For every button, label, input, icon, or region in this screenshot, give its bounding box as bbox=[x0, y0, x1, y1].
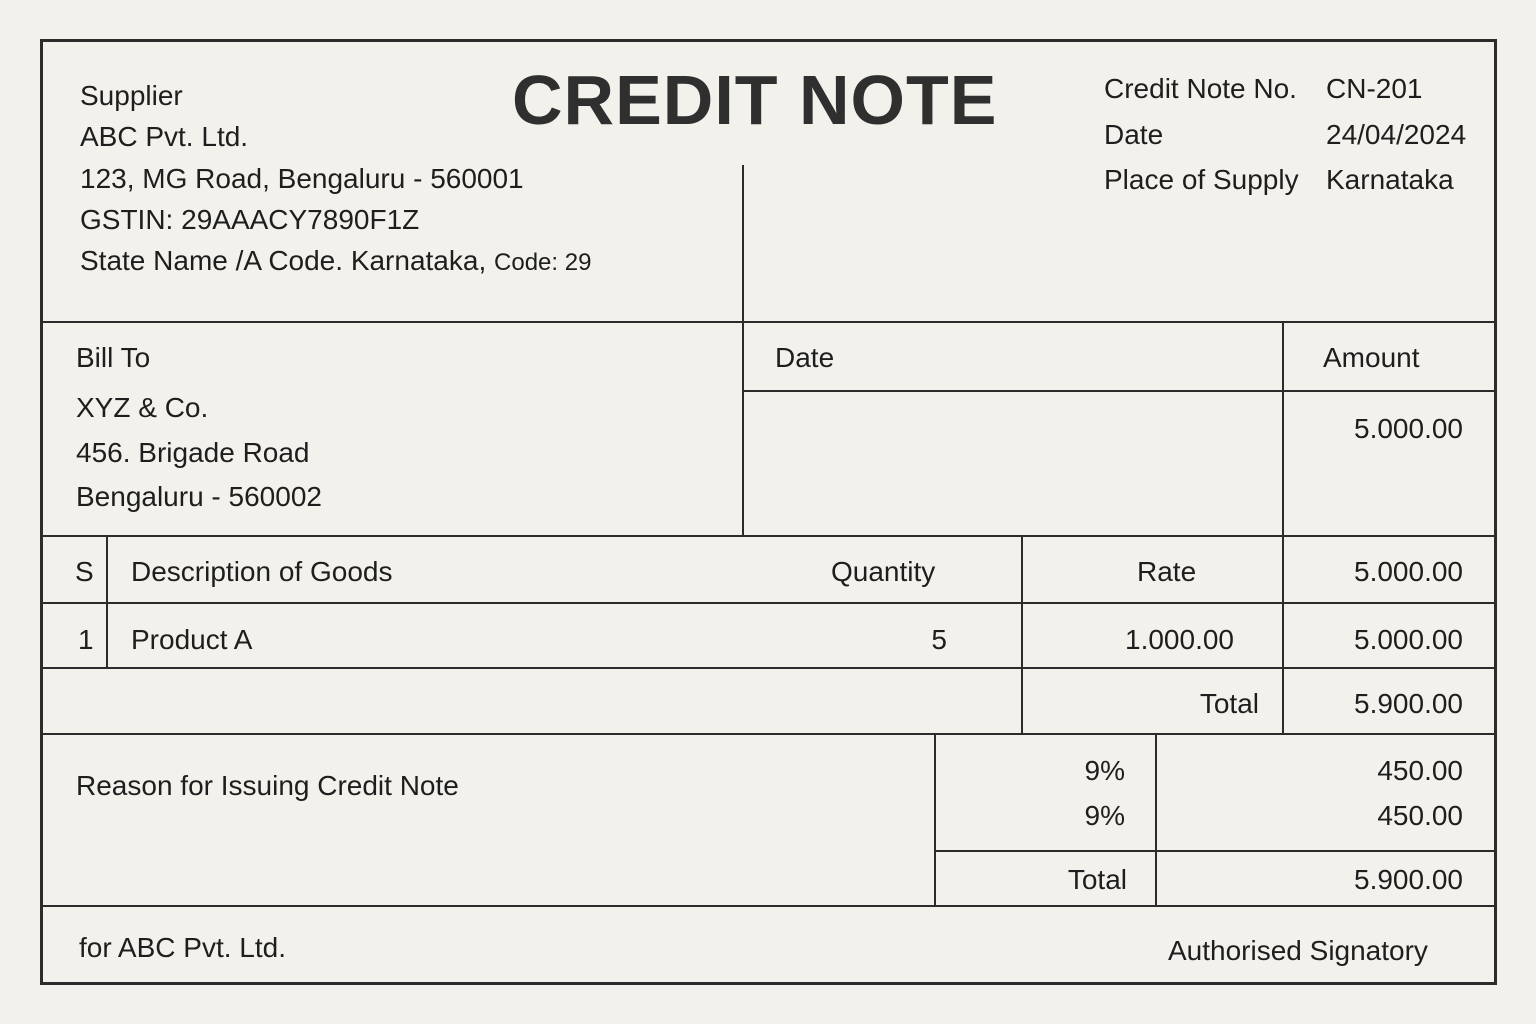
supplier-name: ABC Pvt. Ltd. bbox=[80, 121, 249, 152]
ref-amount-header: Amount bbox=[1323, 342, 1420, 373]
divider bbox=[42, 905, 1494, 907]
divider bbox=[742, 390, 1494, 392]
tax-rate-2: 9% bbox=[1084, 800, 1125, 831]
bill-to-address1: 456. Brigade Road bbox=[76, 437, 310, 468]
row-rate: 1.000.00 bbox=[1125, 624, 1234, 655]
supplier-state-code: Code: 29 bbox=[494, 249, 592, 276]
col-header-quantity: Quantity bbox=[831, 556, 936, 587]
divider bbox=[42, 667, 1494, 669]
supplier-address: 123, MG Road, Bengaluru - 560001 bbox=[80, 163, 524, 194]
tax-total-value: 5.900.00 bbox=[1354, 864, 1463, 895]
divider bbox=[934, 734, 936, 906]
items-total-label: Total bbox=[1199, 688, 1259, 719]
date-label: Date bbox=[1104, 119, 1164, 150]
divider bbox=[742, 165, 744, 535]
divider bbox=[1155, 734, 1157, 906]
supplier-state bbox=[80, 245, 591, 279]
col-header-description: Description of Goods bbox=[131, 556, 393, 587]
items-total-value: 5.900.00 bbox=[1354, 688, 1463, 719]
divider bbox=[1021, 536, 1023, 734]
col-header-sno: S bbox=[75, 556, 94, 587]
ref-date-header: Date bbox=[775, 342, 835, 373]
place-of-supply-label: Place of Supply bbox=[1104, 164, 1299, 195]
bill-to-address2: Bengaluru - 560002 bbox=[76, 481, 322, 512]
divider bbox=[1282, 322, 1284, 735]
page-title: CREDIT NOTE bbox=[512, 61, 998, 139]
bill-to-name: XYZ & Co. bbox=[76, 392, 209, 423]
tax-amount-1: 450.00 bbox=[1377, 755, 1463, 786]
date-value: 24/04/2024 bbox=[1326, 119, 1467, 150]
divider bbox=[42, 535, 1494, 537]
row-sno: 1 bbox=[78, 624, 94, 655]
authorised-signatory: Authorised Signatory bbox=[1168, 935, 1428, 966]
col-header-amount: 5.000.00 bbox=[1354, 556, 1463, 587]
supplier-state-line: State Name /A Code. Karnataka, bbox=[80, 245, 487, 276]
credit-note-no-value: CN-201 bbox=[1326, 73, 1423, 104]
bill-to-heading: Bill To bbox=[76, 342, 151, 373]
supplier-heading: Supplier bbox=[80, 80, 183, 111]
tax-amount-2: 450.00 bbox=[1377, 800, 1463, 831]
row-amount: 5.000.00 bbox=[1354, 624, 1463, 655]
ref-amount-value: 5.000.00 bbox=[1354, 413, 1463, 444]
reason-label: Reason for Issuing Credit Note bbox=[76, 770, 459, 801]
divider bbox=[934, 850, 1494, 852]
divider bbox=[42, 602, 1494, 604]
row-description: Product A bbox=[131, 624, 253, 655]
tax-total-label: Total bbox=[1067, 864, 1127, 895]
divider bbox=[42, 733, 1494, 735]
tax-rate-1: 9% bbox=[1084, 755, 1125, 786]
divider bbox=[42, 321, 1494, 323]
supplier-gstin: GSTIN: 29AAACY7890F1Z bbox=[80, 204, 420, 235]
col-header-rate: Rate bbox=[1137, 556, 1197, 587]
row-quantity: 5 bbox=[931, 624, 947, 655]
credit-note-no-label: Credit Note No. bbox=[1104, 73, 1297, 104]
place-of-supply-value: Karnataka bbox=[1326, 164, 1454, 195]
for-company: for ABC Pvt. Ltd. bbox=[79, 932, 286, 963]
